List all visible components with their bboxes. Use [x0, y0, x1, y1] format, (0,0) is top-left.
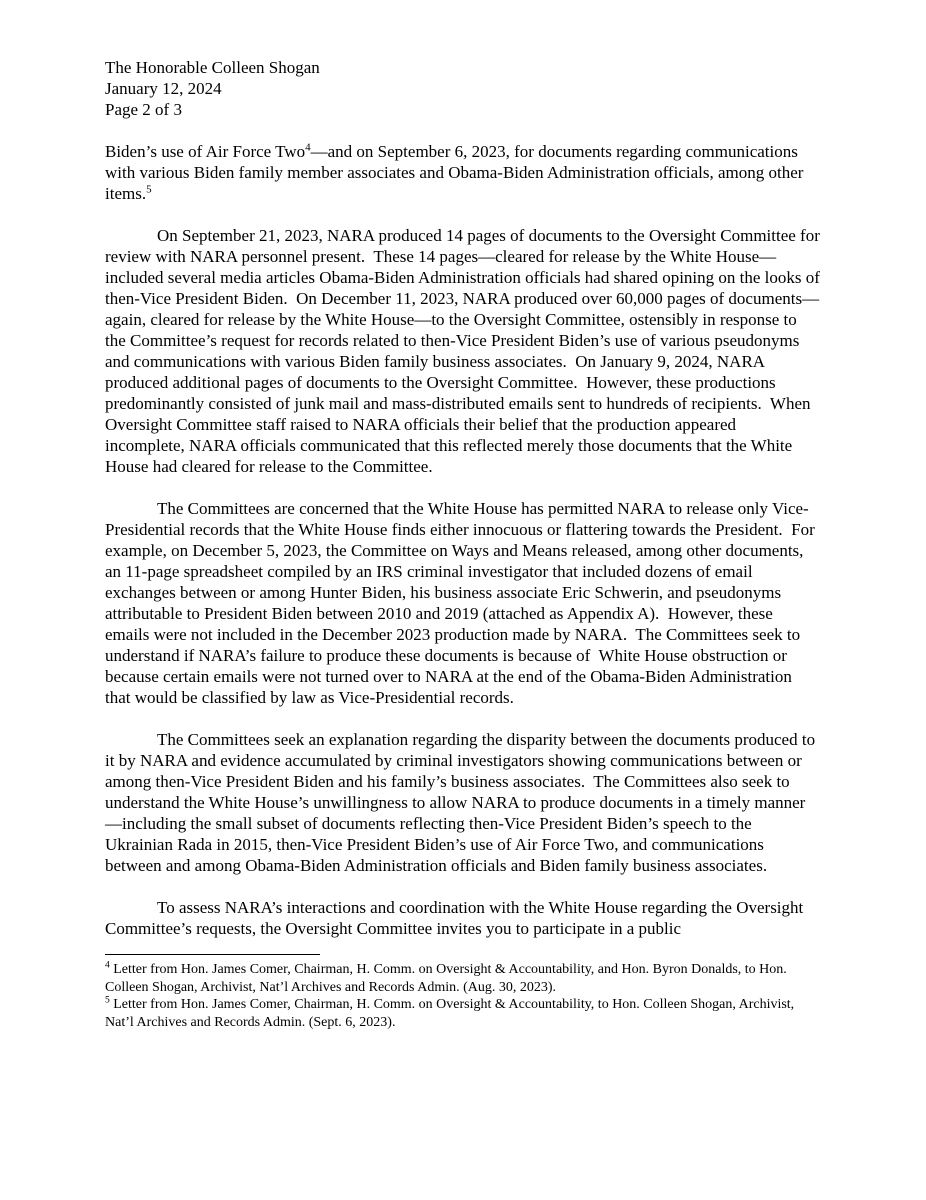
footnote-ref-4: 4	[305, 141, 311, 154]
paragraph-nara-productions: On September 21, 2023, NARA produced 14 pages of documents to the Oversight Committee for review with NARA personnel present. These 14 pages—cleared for release by the White House—included several media articles Obama-Biden Administration officials had shared opining on the looks of then-Vice President Biden. On December 11, 2023, NARA produced over 60,000 pages of documents—again, cleared for release by the White House—to the Oversight Committee, ostensibly in response to the Committee’s request for records related to then-Vice President Biden’s use of various pseudonyms and communications with various Biden family business associates. On January 9, 2024, NARA produced additional pages of documents to the Oversight Committee. However, these productions predominantly consisted of junk mail and mass-distributed emails sent to hundreds of recipients. When Oversight Committee staff raised to NARA officials their belief that the production appeared incomplete, NARA officials communicated that this reflected merely those documents that the White House had cleared for release to the Committee.	[105, 226, 825, 476]
footnote-separator-line	[105, 954, 320, 955]
paragraph-text: —and on September 6, 2023, for documents regarding communications with various Biden family member associates and Obama-Biden Administration officials, among other items.	[105, 142, 808, 203]
footnote-5-marker: 5	[105, 995, 110, 1006]
footnote-4-text: Letter from Hon. James Comer, Chairman, H. Comm. on Oversight & Accountability, and Hon. Byron Donalds, to Hon. Colleen Shogan, Archivist, Nat’l Archives and Records Admin. (Aug. 30, 2023).	[105, 962, 791, 995]
paragraph-text: Biden’s use of Air Force Two	[105, 142, 306, 161]
footnote-ref-5: 5	[146, 183, 152, 196]
letter-body	[105, 141, 825, 939]
header-recipient: The Honorable Colleen Shogan	[105, 58, 320, 77]
paragraph-disparity-explanation: The Committees seek an explanation regarding the disparity between the documents produced to it by NARA and evidence accumulated by criminal investigators showing communications between or among then-Vice President Biden and his family’s business associates. The Committees also seek to understand the White House’s unwillingness to allow NARA to produce documents in a timely manner—including the small subset of documents reflecting then-Vice President Biden’s speech to the Ukrainian Rada in 2015, then-Vice President Biden’s use of Air Force Two, and communications between and among Obama-Biden Administration officials and Biden family business associates.	[105, 730, 820, 875]
footnote-5-text: Letter from Hon. James Comer, Chairman, H. Comm. on Oversight & Accountability, to Hon. Colleen Shogan, Archivist, Nat’l Archives and Records Admin. (Sept. 6, 2023).	[105, 997, 798, 1030]
footnote-4	[105, 961, 820, 996]
paragraph-hearing-invitation: To assess NARA’s interactions and coordination with the White House regarding the Oversight Committee’s requests, the Oversight Committee invites you to participate in a public	[105, 898, 808, 938]
paragraph-committees-concerned: The Committees are concerned that the White House has permitted NARA to release only Vice-Presidential records that the White House finds either innocuous or flattering towards the President. For example, on December 5, 2023, the Committee on Ways and Means released, among other documents, an 11-page spreadsheet compiled by an IRS criminal investigator that included dozens of email exchanges between or among Hunter Biden, his business associate Eric Schwerin, and pseudonyms attributable to President Biden between 2010 and 2019 (attached as Appendix A). However, these emails were not included in the December 2023 production made by NARA. The Committees seek to understand if NARA’s failure to produce these documents is because of White House obstruction or because certain emails were not turned over to NARA at the end of the Obama-Biden Administration that would be classified by law as Vice-Presidential records.	[105, 499, 819, 707]
footnote-5	[105, 996, 820, 1031]
header-page-number: Page 2 of 3	[105, 100, 182, 119]
paragraph-continuation	[105, 141, 820, 204]
header-date: January 12, 2024	[105, 79, 222, 98]
footnote-4-marker: 4	[105, 960, 110, 971]
footnotes-section	[105, 954, 820, 1031]
letter-header	[105, 57, 820, 120]
